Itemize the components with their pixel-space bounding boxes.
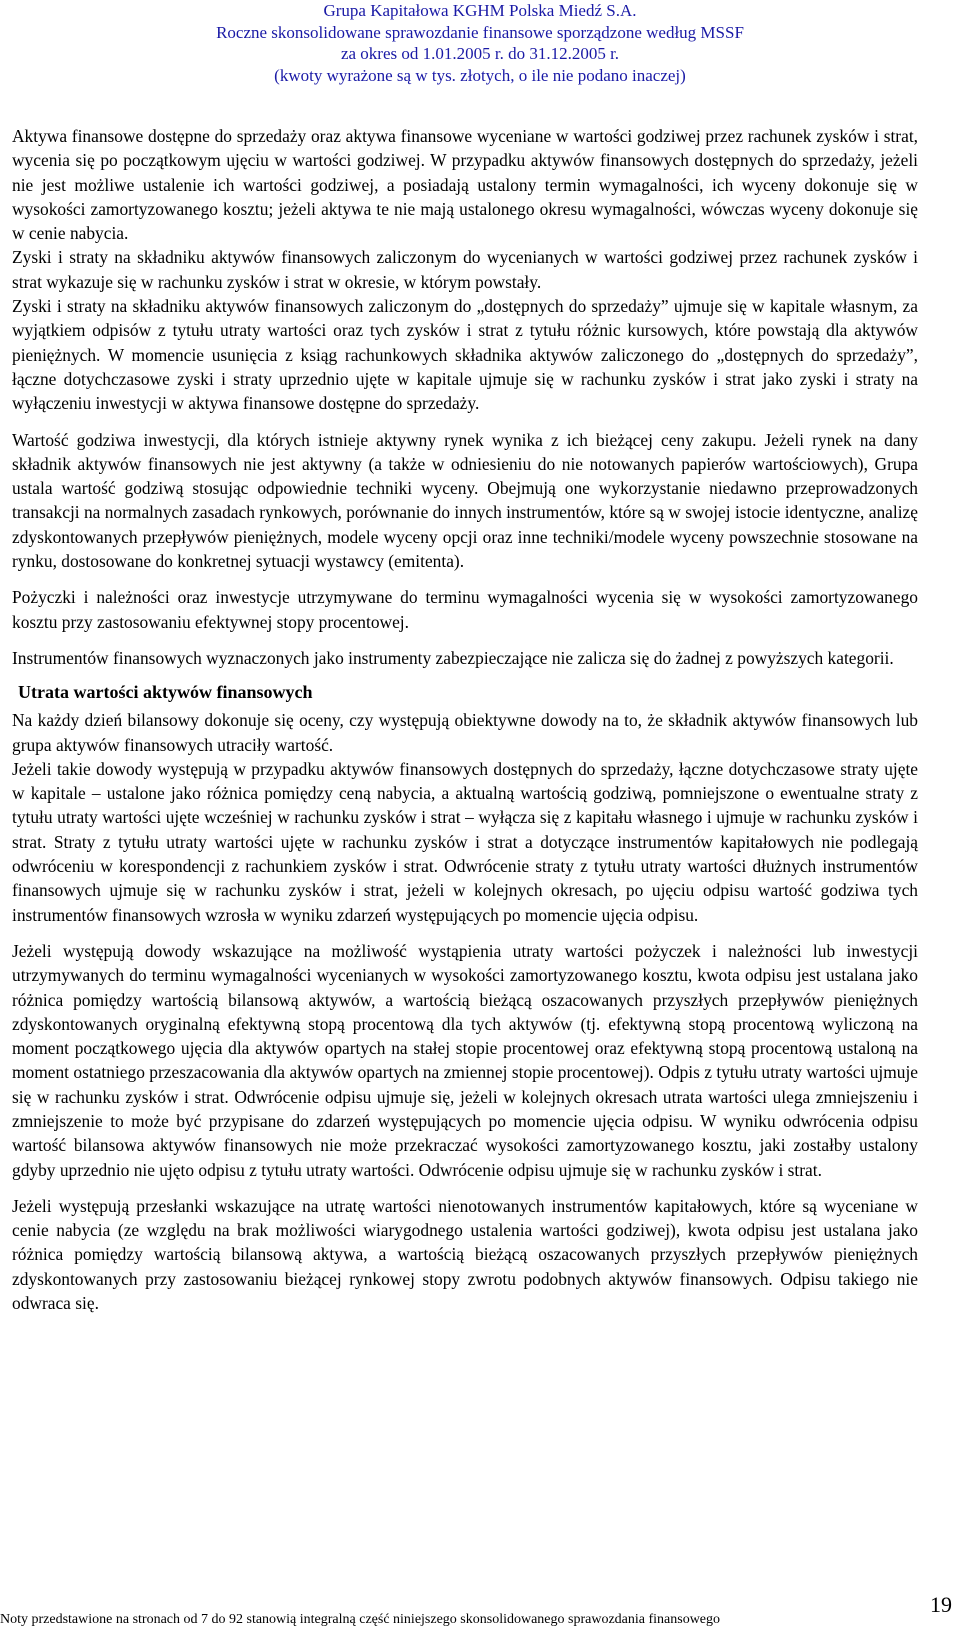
paragraph: Zyski i straty na składniku aktywów finansowych zaliczonym do wycenianych w wartości godziwej przez rachunek zysków i strat wykazuje się w rachunku zysków i strat w okresie, w którym powstały.	[12, 247, 918, 292]
paragraph: Jeżeli takie dowody występują w przypadku aktywów finansowych dostępnych do sprzedaży, łączne dotychczasowe straty ujęte w kapitale – ustalone jako różnica pomiędzy ceną nabycia, a aktualną wartością godziwą, pomniejszone o ewentualne straty z tytułu utraty wartości ujęte wcześniej w rachunku zysków i strat – wyłącza się z kapitału własnego i ujmuje w rachunku zysków i strat. Straty z tytułu utraty wartości ujęte w rachunku zysków i strat a dotyczące instrumentów kapitałowych nie podlegają odwróceniu w korespondencji z rachunkiem zysków i strat. Odwrócenie straty z tytułu utraty wartości dłużnych instrumentów finansowych ujmuje się w rachunku zysków i strat, jeżeli w kolejnych okresach, po ujęciu odpisu wartość godziwa tych instrumentów finansowych wzrosła w wyniku zdarzeń występujących po momencie ujęcia odpisu.	[12, 758, 918, 925]
page-number: 19	[930, 1592, 952, 1617]
header-period: za okres od 1.01.2005 r. do 31.12.2005 r.	[340, 44, 620, 63]
document-body	[12, 124, 918, 1315]
paragraph: Na każdy dzień bilansowy dokonuje się oceny, czy występują obiektywne dowody na to, że składnik aktywów finansowych lub grupa aktywów finansowych utraciły wartość.	[12, 710, 918, 755]
paragraph: Jeżeli występują przesłanki wskazujące na utratę wartości nienotowanych instrumentów kapitałowych, które są wyceniane w cenie nabycia (ze względu na brak możliwości wiarygodnego ustalenia wartości godziwej), kwota odpisu jest ustalana jako różnica pomiędzy wartością bilansową aktywa, a wartością bieżącą oszacowanych przyszłych przepływów pieniężnych zdyskontowanych przy zastosowaniu bieżącej rynkowej stopy zwrotu podobnych aktywów finansowych. Odpisu takiego nie odwraca się.	[12, 1195, 918, 1314]
paragraph: Instrumentów finansowych wyznaczonych jako instrumenty zabezpieczające nie zalicza się do żadnej z powyższych kategorii.	[12, 647, 894, 668]
paragraph: Aktywa finansowe dostępne do sprzedaży oraz aktywa finansowe wyceniane w wartości godziwej przez rachunek zysków i strat, wycenia się po początkowym ujęciu w wartości godziwej. W przypadku aktywów finansowych dostępnych do sprzedaży, jeżeli nie jest możliwe ustalenie ich wartości godziwej, a posiadają ustalony termin wymagalności, ich wyceny dokonuje się w wysokości zamortyzowanego kosztu; jeżeli aktywa te nie mają ustalonego okresu wymagalności, wówczas wyceny dokonuje się w cenie nabycia.	[12, 126, 918, 244]
header-company-name: Grupa Kapitałowa KGHM Polska Miedź S.A.	[323, 1, 637, 20]
footer-note: Noty przedstawione na stronach od 7 do 92 stanowią integralną część niniejszego skonsolidowanego sprawozdania finansowego	[0, 1612, 721, 1627]
section-heading: Utrata wartości aktywów finansowych	[18, 682, 313, 703]
header-currency-note: (kwoty wyrażone są w tys. złotych, o ile nie podano inaczej)	[274, 65, 686, 85]
paragraph: Pożyczki i należności oraz inwestycje utrzymywane do terminu wymagalności wycenia się w wysokości zamortyzowanego kosztu przy zastosowaniu efektywnej stopy procentowej.	[12, 587, 918, 632]
paragraph: Jeżeli występują dowody wskazujące na możliwość wystąpienia utraty wartości pożyczek i należności lub inwestycji utrzymywanych do terminu wymagalności wycenianych w wysokości zamortyzowanego kosztu, kwota odpisu jest ustalana jako różnica pomiędzy wartością bilansową aktywów, a wartością bieżącą oszacowanych przyszłych przepływów pieniężnych zdyskontowanych oryginalną efektywną stopą procentową dla tych aktywów (tj. efektywną stopą procentową wyliczoną na moment początkowego ujęcia dla aktywów opartych na stałej stopie procentowej oraz efektywną stopą procentową ustaloną na moment ostatniego przeszacowania dla aktywów opartych na zmiennej stopie procentowej). Odpis z tytułu utraty wartości ujmuje się w rachunku zysków i strat. Odwrócenie odpisu ujmuje się, jeżeli w kolejnych okresach utrata wartości ulega zmniejszeniu i zmniejszenie to może być przypisane do zdarzeń występujących po momencie ujęcia odpisu. W wyniku odwrócenia odpisu wartość bilansowa aktywów finansowych nie może przekraczać wysokości zamortyzowanego kosztu, jaki zostałby ustalony gdyby uprzednio nie ujęto odpisu z tytułu utraty wartości. Odwrócenie odpisu ujmuje się w rachunku zysków i strat.	[12, 940, 918, 1180]
header-report-title: Roczne skonsolidowane sprawozdanie finansowe sporządzone według MSSF	[216, 22, 744, 42]
paragraph: Zyski i straty na składniku aktywów finansowych zaliczonym do „dostępnych do sprzedaży” ujmuje się w kapitale własnym, za wyjątkiem odpisów z tytułu utraty wartości oraz tych zysków i strat z tytułu różnic kursowych, które powstają dla aktywów pieniężnych. W momencie usunięcia z ksiąg rachunkowych składnika aktywów zaliczonego do „dostępnych do sprzedaży”, łączne dotychczasowe zyski i straty uprzednio ujęte w kapitale ujmuje się w rachunku zysków i strat jako zyski i straty na wyłączeniu inwestycji w aktywa finansowe dostępne do sprzedaży.	[12, 296, 918, 414]
document-header	[0, 0, 960, 86]
paragraph: Wartość godziwa inwestycji, dla których istnieje aktywny rynek wynika z ich bieżącej ceny zakupu. Jeżeli rynek na dany składnik aktywów finansowych nie jest aktywny (a także w odniesieniu do nie notowanych papierów wartościowych), Grupa ustala wartość godziwą stosując odpowiednie techniki wyceny. Obejmują one wykorzystanie niedawno przeprowadzonych transakcji na normalnych zasadach rynkowych, porównanie do innych instrumentów, które są w swojej istocie identyczne, analizę zdyskontowanych przepływów pieniężnych, modele wyceny opcji oraz inne techniki/modele wyceny powszechnie stosowane na rynku, dostosowane do konkretnej sytuacji wystawcy (emitenta).	[12, 429, 918, 572]
